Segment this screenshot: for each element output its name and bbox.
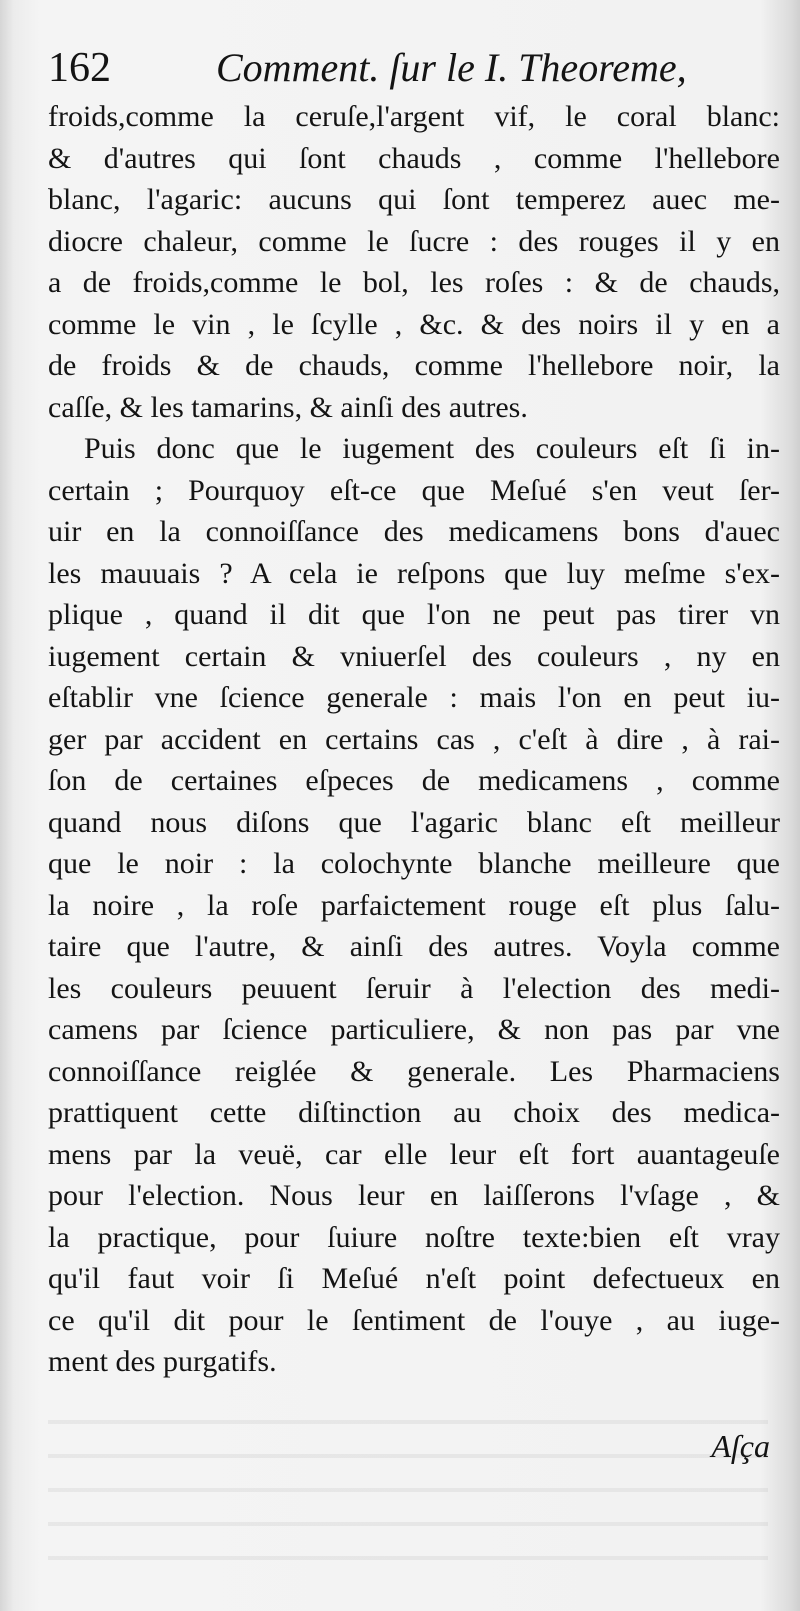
text-line: certain ; Pourquoy eſt-ce que Meſué s'en veut ſer- [48, 473, 780, 507]
running-head: Comment. ſur le I. Theoreme, [216, 45, 687, 90]
text-line: de froids & de chauds, comme l'hellebore noir, la [48, 349, 780, 382]
text-line: la practique, pour ſuiure noſtre texte:bien eſt vray [48, 1220, 780, 1254]
text-line: & d'autres qui ſont chauds , comme l'hellebore [48, 141, 780, 175]
text-line: pour l'election. Nous leur en laiſſerons l'vſage , & [48, 1179, 780, 1212]
text-line: blanc, l'agaric: aucuns qui ſont temperez auec me- [48, 183, 780, 216]
text-line: ment des purgatifs. [48, 1345, 277, 1378]
text-line: quand nous diſons que l'agaric blanc eſt meilleur [48, 805, 780, 839]
text-line: prattiquent cette diſtinction au choix des medica- [48, 1096, 780, 1129]
text-line: a de froids,comme le bol, les roſes : & de chauds, [48, 266, 780, 299]
text-line: caſſe, & les tamarins, & ainſi des autres. [48, 390, 528, 424]
body-text [48, 96, 780, 1383]
text-line: uir en la connoiſſance des medicamens bons d'auec [48, 515, 780, 548]
text-line: comme le vin , le ſcylle , &c. & des noirs il y en a [48, 307, 780, 341]
text-line: que le noir : la colochynte blanche meilleure que [48, 847, 780, 880]
text-line: diocre chaleur, comme le ſucre : des rouges il y en [48, 224, 780, 258]
text-line: mens par la veuë, car elle leur eſt fort auantageuſe [48, 1137, 780, 1171]
text-line: taire que l'autre, & ainſi des autres. Voyla comme [48, 930, 780, 963]
text-line: iugement certain & vniuerſel des couleurs , ny en [48, 639, 780, 673]
text-line: ger par accident en certains cas , c'eſt à dire , à rai- [48, 722, 780, 756]
text-line: eſtablir vne ſcience generale : mais l'on en peut iu- [48, 681, 780, 714]
page-header [48, 38, 748, 98]
text-line: les mauuais ? A cela ie reſpons que luy meſme s'ex- [48, 556, 780, 590]
text-line: les couleurs peuuent ſeruir à l'election des medi- [48, 971, 780, 1005]
ink-show-through [48, 1390, 768, 1590]
catchword: Aſça [711, 1428, 770, 1464]
page-number: 162 [48, 45, 111, 91]
text-line: camens par ſcience particuliere, & non pas par vne [48, 1013, 780, 1046]
text-line: qu'il faut voir ſi Meſué n'eſt point defectueux en [48, 1262, 780, 1295]
text-line: connoiſſance reiglée & generale. Les Pharmaciens [48, 1054, 780, 1088]
text-line: plique , quand il dit que l'on ne peut pas tirer vn [48, 598, 780, 631]
text-line: ſon de certaines eſpeces de medicamens , comme [48, 764, 780, 797]
text-line: froids,comme la ceruſe,l'argent vif, le coral blanc: [48, 100, 780, 133]
text-line: ce qu'il dit pour le ſentiment de l'ouye , au iuge- [48, 1303, 780, 1337]
text-line: la noire , la roſe parfaictement rouge eſt plus ſalu- [48, 888, 780, 922]
text-line: Puis donc que le iugement des couleurs eſt ſi in- [84, 432, 780, 465]
